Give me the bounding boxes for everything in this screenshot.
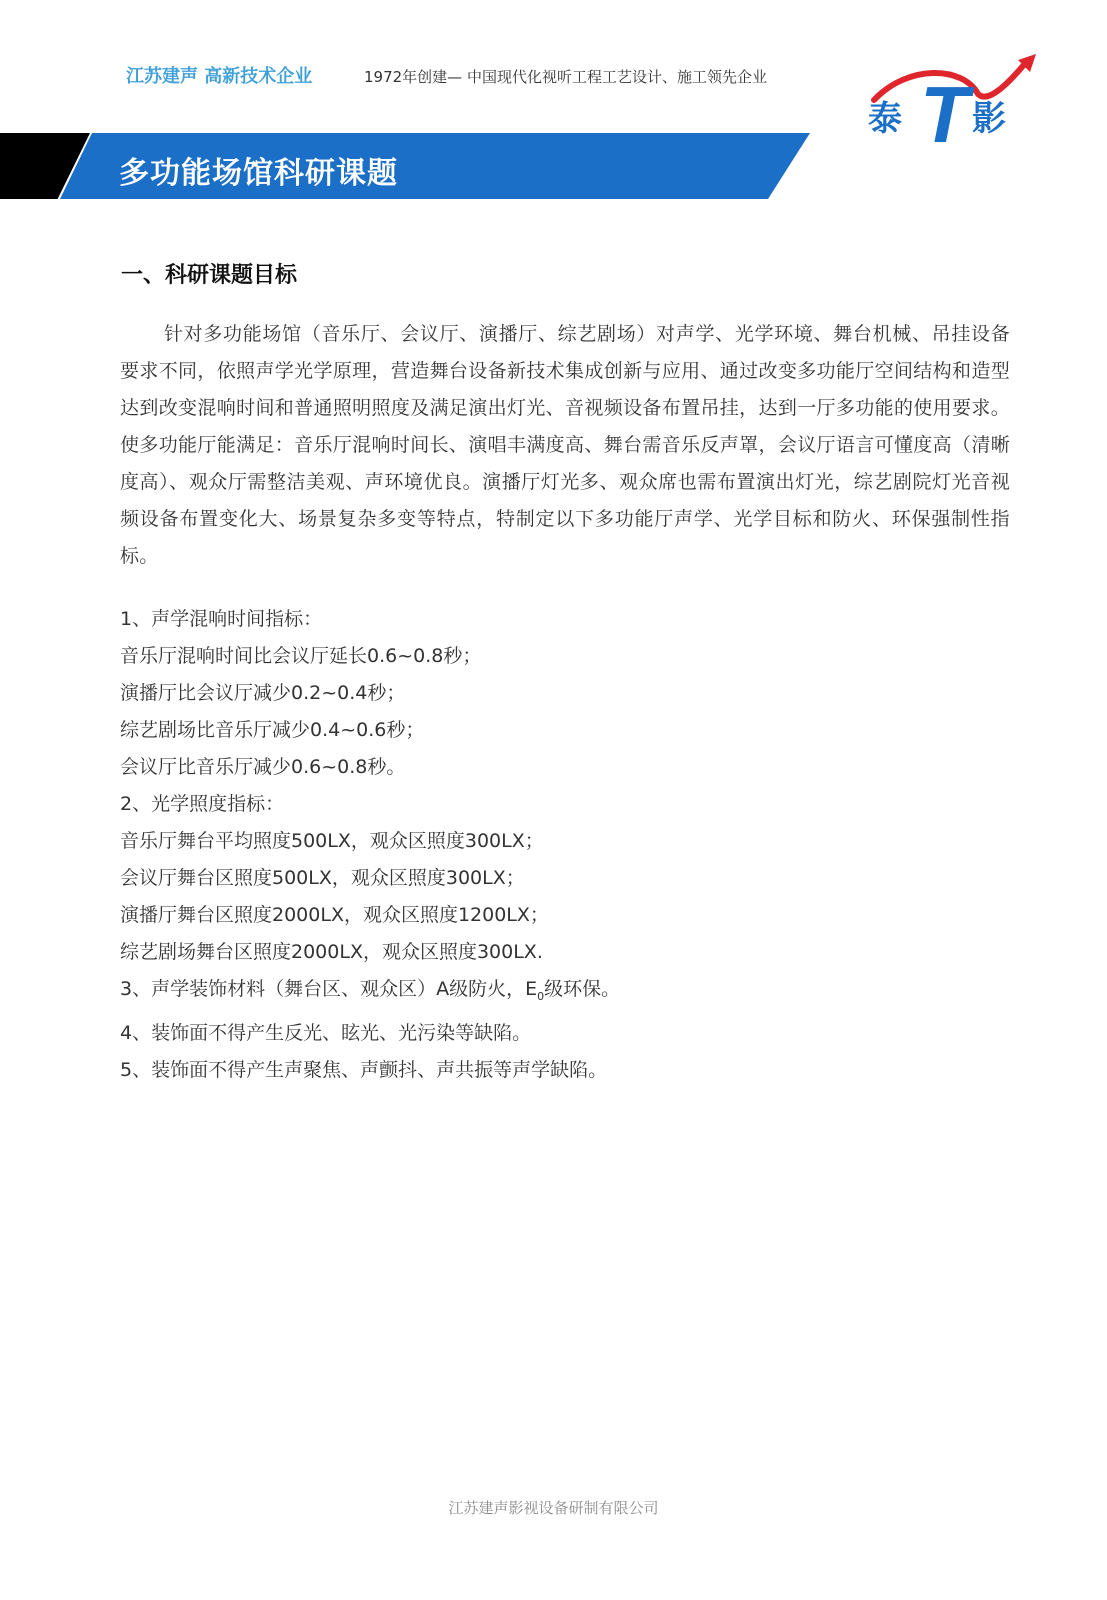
list-item: 1、声学混响时间指标： — [120, 608, 323, 630]
list-item: 会议厅舞台区照度500LX，观众区照度300LX； — [120, 867, 525, 889]
section-heading: 一、科研课题目标 — [121, 263, 298, 288]
list-item: 音乐厅舞台平均照度500LX，观众区照度300LX； — [120, 830, 544, 852]
logo-letter-t: T — [920, 70, 969, 152]
item3-suffix: 级环保。 — [544, 978, 621, 1000]
list-item: 4、装饰面不得产生反光、眩光、光污染等缺陷。 — [120, 1021, 532, 1044]
page-title: 多功能场馆科研课题 — [119, 156, 398, 191]
company-logo — [868, 54, 1036, 152]
list-item: 2、光学照度指标： — [120, 793, 285, 815]
item3-subscript: 0 — [537, 989, 545, 1003]
item3-prefix: 3、声学装饰材料（舞台区、观众区）A级防火，E — [120, 978, 538, 1000]
target-list — [120, 601, 620, 1089]
list-item: 综艺剧场比音乐厅减少0.4~0.6秒； — [120, 719, 425, 741]
list-item: 音乐厅混响时间比会议厅延长0.6~0.8秒； — [120, 645, 482, 667]
list-item: 会议厅比音乐厅减少0.6~0.8秒。 — [120, 756, 406, 778]
company-slogan: 1972年创建— 中国现代化视听工程工艺设计、施工领先企业 — [364, 68, 767, 86]
list-item: 演播厅比会议厅减少0.2~0.4秒； — [120, 682, 406, 704]
list-item-fire-eco — [120, 971, 620, 1015]
logo-char-right: 影 — [972, 99, 1006, 139]
list-item: 综艺剧场舞台区照度2000LX，观众区照度300LX. — [120, 941, 543, 963]
company-tagline: 江苏建声 高新技术企业 — [126, 66, 313, 87]
footer-company-name: 江苏建声影视设备研制有限公司 — [448, 1499, 659, 1517]
list-item: 5、装饰面不得产生声聚焦、声颤抖、声共振等声学缺陷。 — [120, 1058, 608, 1081]
intro-paragraph: 针对多功能场馆（音乐厅、会议厅、演播厅、综艺剧场）对声学、光学环境、舞台机械、吊挂设备要求不同，依照声学光学原理，营造舞台设备新技术集成创新与应用、通过改变多功能厅空间结构和造型达到改变混响时间和普通照明照度及满足演出灯光、音视频设备布置吊挂，达到一厅多功能的使用要求。使多功能厅能满足：音乐厅混响时间长、演唱丰满度高、舞台需音乐反声罩，会议厅语言可懂度高（清晰度高）、观众厅需整洁美观、声环境优良。演播厅灯光多、观众席也需布置演出灯光，综艺剧院灯光音视频设备布置变化大、场景复杂多变等特点，特制定以下多功能厅声学、光学目标和防火、环保强制性指标。 — [120, 323, 1010, 567]
logo-char-left: 泰 — [868, 99, 902, 139]
list-item: 演播厅舞台区照度2000LX，观众区照度1200LX； — [120, 904, 549, 926]
